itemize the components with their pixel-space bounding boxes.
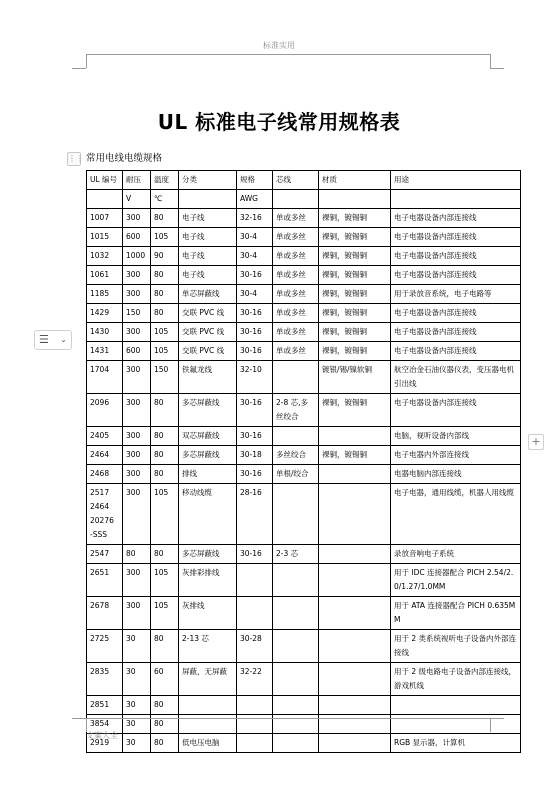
gauge-cell[interactable]: 规格 (237, 171, 273, 190)
ul-number-cell[interactable]: 1430 (87, 323, 123, 342)
category-cell[interactable]: 2-13 芯 (179, 630, 237, 663)
ul-number-cell[interactable]: 2405 (87, 427, 123, 446)
category-cell[interactable]: 灰排彩排线 (179, 564, 237, 597)
ul-number-cell[interactable]: 2725 (87, 630, 123, 663)
usage-cell[interactable]: 电子电器设备内部连接线 (391, 342, 521, 361)
category-cell[interactable]: 单芯屏蔽线 (179, 285, 237, 304)
core-cell[interactable]: 芯线 (273, 171, 319, 190)
voltage-cell[interactable]: 30 (123, 696, 151, 715)
ul-number-cell[interactable]: 1007 (87, 209, 123, 228)
core-cell[interactable] (273, 484, 319, 545)
block-menu-button[interactable] (34, 330, 72, 350)
category-cell[interactable]: 多芯屏蔽线 (179, 394, 237, 427)
material-cell[interactable] (319, 190, 391, 209)
ul-number-cell[interactable]: 2517 2464 20276 -SSS (87, 484, 123, 545)
ul-number-cell[interactable]: 2464 (87, 446, 123, 465)
voltage-cell[interactable]: 300 (123, 394, 151, 427)
usage-cell[interactable]: 电脑，视听设备内部线 (391, 427, 521, 446)
temperature-cell[interactable]: 105 (151, 564, 179, 597)
table-row (87, 247, 521, 266)
temperature-cell[interactable]: 150 (151, 361, 179, 394)
temperature-cell[interactable]: 80 (151, 734, 179, 753)
voltage-cell[interactable]: 150 (123, 304, 151, 323)
temperature-cell[interactable]: 80 (151, 545, 179, 564)
material-cell[interactable] (319, 427, 391, 446)
material-cell[interactable]: 裸铜，镀锡铜 (319, 285, 391, 304)
category-cell[interactable]: 低电压电脑 (179, 734, 237, 753)
table-row (87, 734, 521, 753)
table-row (87, 266, 521, 285)
page-footer-text: 文案大全 (86, 731, 118, 740)
chevron-down-icon: ⌄ (60, 335, 67, 344)
temperature-cell[interactable]: ℃ (151, 190, 179, 209)
voltage-cell[interactable]: 30 (123, 734, 151, 753)
category-cell[interactable]: 交联 PVC 线 (179, 342, 237, 361)
temperature-cell[interactable]: 105 (151, 323, 179, 342)
usage-cell[interactable]: 录放音响电子系统 (391, 545, 521, 564)
voltage-cell[interactable]: 300 (123, 266, 151, 285)
material-cell[interactable]: 裸铜，镀锡铜 (319, 394, 391, 427)
category-cell[interactable] (179, 190, 237, 209)
category-cell[interactable]: 电子线 (179, 228, 237, 247)
voltage-cell[interactable]: 1000 (123, 247, 151, 266)
ul-number-cell[interactable]: 2851 (87, 696, 123, 715)
material-cell[interactable] (319, 696, 391, 715)
gauge-cell[interactable]: 32-16 (237, 209, 273, 228)
gauge-cell[interactable]: 30-4 (237, 228, 273, 247)
core-cell[interactable]: 单或多丝 (273, 209, 319, 228)
table-row (87, 209, 521, 228)
voltage-cell[interactable]: 300 (123, 484, 151, 545)
category-cell[interactable]: 交联 PVC 线 (179, 304, 237, 323)
core-cell[interactable]: 2-3 芯 (273, 545, 319, 564)
core-cell[interactable] (273, 564, 319, 597)
gauge-cell[interactable] (237, 564, 273, 597)
spec-table-container (86, 170, 520, 753)
gauge-cell[interactable] (237, 734, 273, 753)
material-cell[interactable] (319, 663, 391, 696)
gauge-cell[interactable]: 30-4 (237, 247, 273, 266)
core-cell[interactable]: 单或多丝 (273, 228, 319, 247)
temperature-cell[interactable]: 80 (151, 465, 179, 484)
usage-cell[interactable]: 电子电器内外部连接线 (391, 446, 521, 465)
material-cell[interactable] (319, 734, 391, 753)
material-cell[interactable] (319, 545, 391, 564)
crop-mark (490, 718, 491, 732)
crop-mark (490, 718, 504, 719)
core-cell[interactable]: 单或多丝 (273, 342, 319, 361)
material-cell[interactable]: 裸铜，镀锡铜 (319, 323, 391, 342)
header-divider (86, 54, 490, 55)
temperature-cell[interactable]: 105 (151, 597, 179, 630)
material-cell[interactable] (319, 630, 391, 663)
usage-cell[interactable]: 电子电器设备内部连接线 (391, 209, 521, 228)
gauge-cell[interactable]: 30-16 (237, 545, 273, 564)
gauge-cell[interactable]: 30-28 (237, 630, 273, 663)
material-cell[interactable]: 裸铜，镀锡铜 (319, 228, 391, 247)
category-cell[interactable]: 交联 PVC 线 (179, 323, 237, 342)
gauge-cell[interactable]: 30-16 (237, 342, 273, 361)
spec-table (86, 170, 521, 753)
ul-number-cell[interactable]: 1185 (87, 285, 123, 304)
table-row (87, 545, 521, 564)
ul-number-cell[interactable]: 2096 (87, 394, 123, 427)
category-cell[interactable]: 多芯屏蔽线 (179, 545, 237, 564)
core-cell[interactable]: 单或多丝 (273, 285, 319, 304)
category-cell[interactable]: 排线 (179, 465, 237, 484)
core-cell[interactable] (273, 597, 319, 630)
usage-cell[interactable]: 电子电器设备内部连接线 (391, 304, 521, 323)
table-row (87, 597, 521, 630)
gauge-cell[interactable]: 28-16 (237, 484, 273, 545)
table-row (87, 323, 521, 342)
temperature-cell[interactable]: 80 (151, 285, 179, 304)
usage-cell[interactable]: 用于录放音系统，电子电路等 (391, 285, 521, 304)
category-cell[interactable]: 双芯屏蔽线 (179, 427, 237, 446)
gauge-cell[interactable]: 32-22 (237, 663, 273, 696)
usage-cell[interactable]: 航空冶金石油仪器仪表，变压器电机引出线 (391, 361, 521, 394)
gauge-cell[interactable] (237, 696, 273, 715)
table-header-row (87, 190, 521, 209)
voltage-cell[interactable]: 30 (123, 630, 151, 663)
temperature-cell[interactable]: 温度 (151, 171, 179, 190)
ul-number-cell[interactable]: 2547 (87, 545, 123, 564)
core-cell[interactable]: 单或多丝 (273, 304, 319, 323)
voltage-cell[interactable]: 300 (123, 564, 151, 597)
table-row (87, 228, 521, 247)
gauge-cell[interactable]: 32-10 (237, 361, 273, 394)
ul-number-cell[interactable]: 2919 (87, 734, 123, 753)
temperature-cell[interactable]: 105 (151, 228, 179, 247)
ul-number-cell[interactable]: 1015 (87, 228, 123, 247)
table-row (87, 342, 521, 361)
crop-mark (86, 54, 87, 68)
voltage-cell[interactable]: 300 (123, 285, 151, 304)
crop-mark (490, 68, 504, 69)
category-cell[interactable]: 分类 (179, 171, 237, 190)
category-cell[interactable] (179, 696, 237, 715)
gauge-cell[interactable]: 30-4 (237, 285, 273, 304)
temperature-cell[interactable]: 80 (151, 427, 179, 446)
temperature-cell[interactable]: 105 (151, 484, 179, 545)
plus-icon[interactable]: + (528, 434, 544, 450)
crop-mark (72, 718, 86, 719)
voltage-cell[interactable]: 30 (123, 715, 151, 734)
material-cell[interactable] (319, 484, 391, 545)
page-title: UL 标准电子线常用规格表 (157, 110, 401, 134)
usage-cell[interactable]: 电子电器设备内部连接线 (391, 228, 521, 247)
core-cell[interactable] (273, 630, 319, 663)
ul-number-cell[interactable]: 1429 (87, 304, 123, 323)
material-cell[interactable] (319, 465, 391, 484)
usage-cell[interactable]: 电子电器设备内部连接线 (391, 247, 521, 266)
table-row (87, 630, 521, 663)
category-cell[interactable]: 电子线 (179, 247, 237, 266)
section-subtitle: 常用电线电缆规格 (86, 153, 163, 164)
voltage-cell[interactable]: 300 (123, 323, 151, 342)
table-row (87, 446, 521, 465)
core-cell[interactable]: 单或多丝 (273, 323, 319, 342)
table-row (87, 465, 521, 484)
ul-number-cell[interactable]: 1061 (87, 266, 123, 285)
core-cell[interactable] (273, 427, 319, 446)
core-cell[interactable]: 2-8 芯,多丝绞合 (273, 394, 319, 427)
table-header-row (87, 171, 521, 190)
material-cell[interactable]: 镀银/锡/镍软铜 (319, 361, 391, 394)
core-cell[interactable] (273, 361, 319, 394)
usage-cell[interactable] (391, 190, 521, 209)
table-row (87, 663, 521, 696)
voltage-cell[interactable]: 耐压 (123, 171, 151, 190)
core-cell[interactable] (273, 696, 319, 715)
temperature-cell[interactable]: 80 (151, 715, 179, 734)
usage-cell[interactable]: 电子电器设备内部连接线 (391, 394, 521, 427)
category-cell[interactable]: 铁氟龙线 (179, 361, 237, 394)
usage-cell[interactable]: RGB 显示器，计算机 (391, 734, 521, 753)
usage-cell[interactable]: 电子电器设备内部连接线 (391, 266, 521, 285)
gauge-cell[interactable]: 30-16 (237, 323, 273, 342)
voltage-cell[interactable]: 300 (123, 427, 151, 446)
category-cell[interactable]: 移动线缆 (179, 484, 237, 545)
category-cell[interactable]: 屏蔽，无屏蔽 (179, 663, 237, 696)
ul-number-cell[interactable]: 1032 (87, 247, 123, 266)
material-cell[interactable] (319, 597, 391, 630)
usage-cell[interactable]: 用于 ATA 连接器配合 PICH 0.635MM (391, 597, 521, 630)
drag-handle-icon[interactable]: ⋮⋮ (67, 152, 81, 166)
voltage-cell[interactable]: 300 (123, 465, 151, 484)
ul-number-cell[interactable] (87, 190, 123, 209)
material-cell[interactable]: 裸铜，镀锡铜 (319, 209, 391, 228)
usage-cell[interactable] (391, 696, 521, 715)
block-menu-icon: ☰ (39, 333, 49, 346)
ul-number-cell[interactable]: 2468 (87, 465, 123, 484)
gauge-cell[interactable]: 30-18 (237, 446, 273, 465)
voltage-cell[interactable]: 300 (123, 446, 151, 465)
material-cell[interactable]: 材质 (319, 171, 391, 190)
voltage-cell[interactable]: V (123, 190, 151, 209)
voltage-cell[interactable]: 300 (123, 597, 151, 630)
page-header-text: 标准实用 (263, 41, 295, 50)
ul-number-cell[interactable]: 2678 (87, 597, 123, 630)
core-cell[interactable] (273, 663, 319, 696)
usage-cell[interactable]: 用于 2 类系统视听电子设备内外部连接线 (391, 630, 521, 663)
gauge-cell[interactable]: 30-16 (237, 465, 273, 484)
usage-cell[interactable]: 用于 2 级电路电子设备内部连接线，游戏机线 (391, 663, 521, 696)
gauge-cell[interactable] (237, 597, 273, 630)
material-cell[interactable]: 裸铜，镀锡铜 (319, 266, 391, 285)
temperature-cell[interactable]: 80 (151, 266, 179, 285)
core-cell[interactable]: 多丝绞合 (273, 446, 319, 465)
usage-cell[interactable]: 用于 IDC 连接器配合 PICH 2.54/2.0/1.27/1.0MM (391, 564, 521, 597)
gauge-cell[interactable]: 30-16 (237, 266, 273, 285)
ul-number-cell[interactable]: 3854 (87, 715, 123, 734)
voltage-cell[interactable]: 600 (123, 342, 151, 361)
table-row (87, 564, 521, 597)
temperature-cell[interactable]: 80 (151, 630, 179, 663)
voltage-cell[interactable]: 600 (123, 228, 151, 247)
category-cell[interactable]: 多芯屏蔽线 (179, 446, 237, 465)
material-cell[interactable]: 裸铜，镀锡铜 (319, 342, 391, 361)
gauge-cell[interactable]: 30-16 (237, 394, 273, 427)
gauge-cell[interactable]: 30-16 (237, 304, 273, 323)
ul-number-cell[interactable]: UL 编号 (87, 171, 123, 190)
temperature-cell[interactable]: 80 (151, 696, 179, 715)
footer-divider (86, 718, 490, 719)
crop-mark (72, 68, 86, 69)
table-row (87, 285, 521, 304)
usage-cell[interactable]: 电子电器，通用线缆，机器人用线缆 (391, 484, 521, 545)
gauge-cell[interactable]: 30-16 (237, 427, 273, 446)
ul-number-cell[interactable]: 2651 (87, 564, 123, 597)
temperature-cell[interactable]: 60 (151, 663, 179, 696)
category-cell[interactable]: 电子线 (179, 266, 237, 285)
category-cell[interactable]: 电子线 (179, 209, 237, 228)
core-cell[interactable] (273, 734, 319, 753)
material-cell[interactable]: 裸铜，镀锡铜 (319, 247, 391, 266)
ul-number-cell[interactable]: 2835 (87, 663, 123, 696)
temperature-cell[interactable]: 105 (151, 342, 179, 361)
table-row (87, 484, 521, 545)
core-cell[interactable]: 单根/绞合 (273, 465, 319, 484)
temperature-cell[interactable]: 80 (151, 394, 179, 427)
voltage-cell[interactable]: 30 (123, 663, 151, 696)
temperature-cell[interactable]: 90 (151, 247, 179, 266)
table-row (87, 696, 521, 715)
material-cell[interactable]: 裸铜，镀锡铜 (319, 304, 391, 323)
table-row (87, 427, 521, 446)
table-row (87, 394, 521, 427)
core-cell[interactable]: 单或多丝 (273, 266, 319, 285)
temperature-cell[interactable]: 80 (151, 446, 179, 465)
ul-number-cell[interactable]: 1431 (87, 342, 123, 361)
core-cell[interactable] (273, 190, 319, 209)
core-cell[interactable]: 单或多丝 (273, 247, 319, 266)
usage-cell[interactable]: 电子电器设备内部连接线 (391, 323, 521, 342)
voltage-cell[interactable]: 300 (123, 361, 151, 394)
ul-number-cell[interactable]: 1704 (87, 361, 123, 394)
category-cell[interactable]: 灰排线 (179, 597, 237, 630)
voltage-cell[interactable]: 80 (123, 545, 151, 564)
temperature-cell[interactable]: 80 (151, 209, 179, 228)
usage-cell[interactable]: 电器电脑内部连接线 (391, 465, 521, 484)
temperature-cell[interactable]: 80 (151, 304, 179, 323)
table-row (87, 361, 521, 394)
usage-cell[interactable]: 用途 (391, 171, 521, 190)
material-cell[interactable]: 裸铜，镀锡铜 (319, 446, 391, 465)
gauge-cell[interactable]: AWG (237, 190, 273, 209)
material-cell[interactable] (319, 564, 391, 597)
voltage-cell[interactable]: 300 (123, 209, 151, 228)
table-row (87, 304, 521, 323)
crop-mark (490, 54, 491, 68)
